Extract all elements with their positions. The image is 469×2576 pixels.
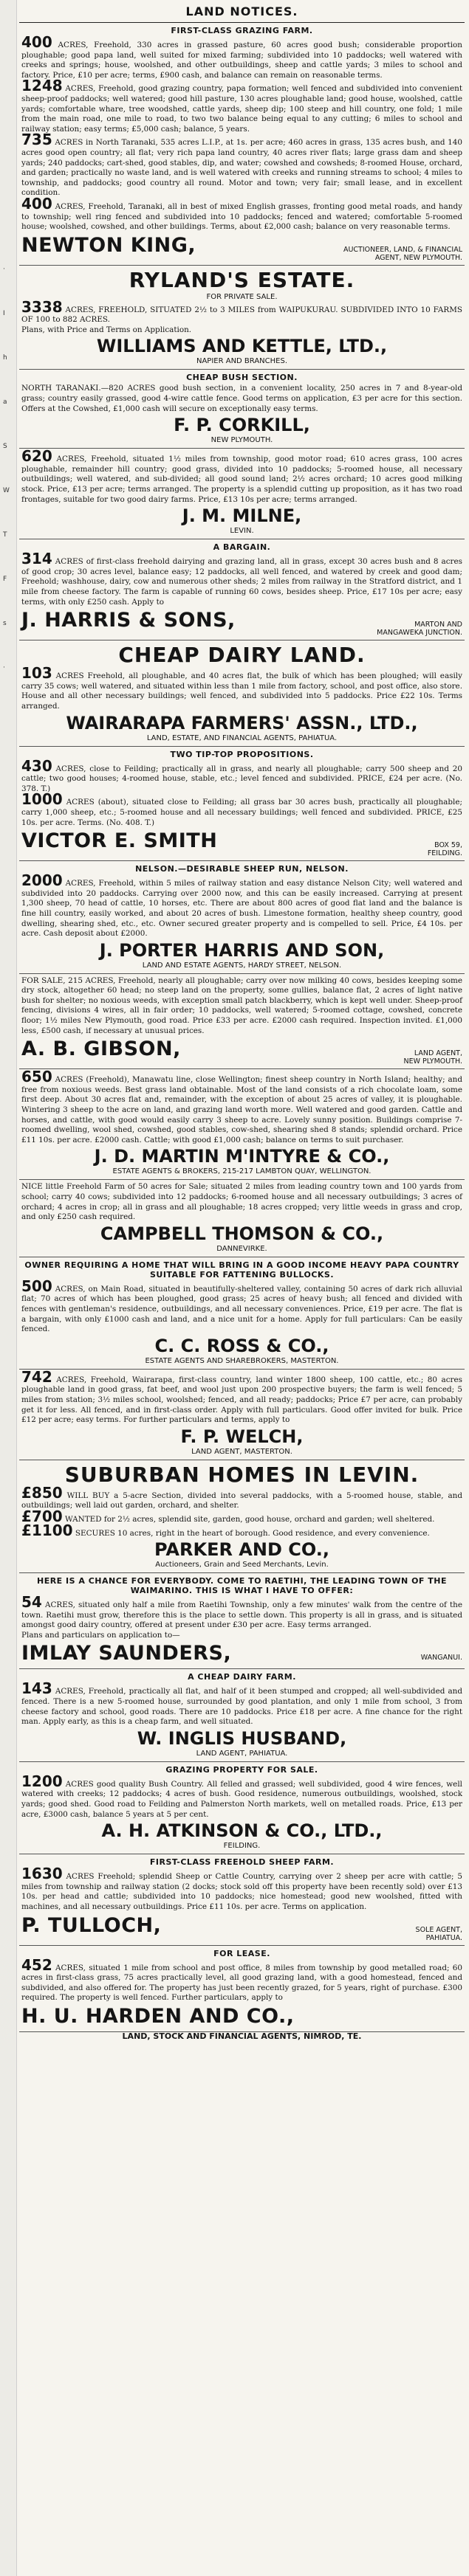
address-line: AGENT, NEW PLYMOUTH. bbox=[374, 253, 462, 262]
agent-name: F. P. WELCH, bbox=[180, 1426, 304, 1447]
gutter-fragment: T bbox=[3, 531, 7, 539]
agent-name: C. C. ROSS & CO., bbox=[154, 1335, 329, 1356]
gutter-fragment: · bbox=[3, 266, 5, 273]
ad-heading: HERE IS A CHANCE FOR EVERYBODY. COME TO RAETIHI, THE LEADING TOWN OF THE WAIMARINO. THIS IS WHAT I HAVE TO OFFER: bbox=[36, 1576, 447, 1596]
agent-address: LAND AND ESTATE AGENTS, HARDY STREET, NELSON. bbox=[142, 961, 342, 970]
ad-heading: TWO TIP-TOP PROPOSITIONS. bbox=[170, 749, 314, 759]
advertisement bbox=[19, 1367, 465, 1460]
agent-name: VICTOR E. SMITH bbox=[21, 829, 218, 853]
paragraph-text: ACRES, Freehold, situated 1½ miles from township, good motor road; 610 acres grass, 100 acres ploughable, remainder hill country; good grass, divided into 10 paddocks; 5-roomed house, all necessary outbuildings; well watered, and sub-divided; all good sound land; 2½ acres orchard; 10 acres good milking stock. Price, £13 per acre; terms arranged. The property is a splendid cutting up proposition, as it has two road frontages, suitable for two good dairy farms. Price, £13 10s per acre; terms arranged. bbox=[21, 455, 462, 504]
acreage-figure: 452 bbox=[21, 1955, 52, 1974]
paragraph-text: ACRES, situated only half a mile from Raetihi Township, only a few minutes' walk from the centre of the town. Raetihi must grow, therefore this is the place to settle down. This property is all in grass, and is situated amongst good dairy country, offered at present under £30 per acre. Easy terms arranged. bbox=[21, 1600, 462, 1630]
paragraph-text: ACRES, on Main Road, situated in beautifully-sheltered valley, containing 50 acres of dark rich alluvial flat; 70 acres of which has been ploughed, good grass; 25 acres of heavy bush; all fenced and divided with fences with gentleman's residence, outbuildings, and all necessary conveniences. Price, £19 per acre. The flat is a bargain, with only £1000 cash and land, and a nice unit for a home. Apply for full particulars: Can be easily fenced. bbox=[21, 1284, 463, 1334]
agent-name: PARKER AND CO., bbox=[154, 1539, 329, 1561]
acreage-figure: 2000 bbox=[21, 871, 63, 890]
agent-address: LAND, ESTATE, AND FINANCIAL AGENTS, PAHIATUA. bbox=[146, 733, 338, 742]
ad-paragraph bbox=[21, 871, 462, 939]
acreage-figure: 1000 bbox=[21, 790, 63, 809]
agent-name: NEWTON KING, bbox=[21, 233, 196, 257]
paragraph-text: ACRES, Freehold, 330 acres in grassed pasture, 60 acres good bush; considerable proportion ploughable; good papa land, well suited for mixed farming; subdivided into 10 paddocks; well watered with creeks and springs; house, woolshed, and other outbuildings, sheep and cattle yards; 3 miles to school and factory. Price, £10 per acre; terms, £900 cash, and balance can remain on reasonable terms. bbox=[21, 41, 462, 80]
agent-name: W. INGLIS HUSBAND, bbox=[137, 1727, 347, 1749]
agent-name: WAIRARAPA FARMERS' ASSN., LTD., bbox=[66, 712, 418, 733]
agent-address bbox=[343, 246, 462, 262]
gutter-fragment: W bbox=[3, 487, 10, 494]
advertisement bbox=[19, 747, 465, 862]
agent-address bbox=[421, 1654, 462, 1662]
address-line: BOX 59, bbox=[434, 841, 462, 850]
agent-signature bbox=[21, 609, 462, 637]
advertisement bbox=[19, 974, 465, 1070]
advertisement bbox=[19, 539, 465, 640]
agent-name: P. TULLOCH, bbox=[21, 1913, 162, 1937]
agent-address: ESTATE AGENTS AND SHAREBROKERS, MASTERTON. bbox=[145, 1356, 339, 1365]
advertisement bbox=[19, 266, 465, 370]
paragraph-text: WILL BUY a 5-acre Section, divided into several paddocks, with a 5-roomed house, stable, and outbuildings; well laid out garden, orchard, and shelter. bbox=[21, 1491, 462, 1510]
ad-heading: CHEAP BUSH SECTION. bbox=[186, 373, 298, 383]
ad-paragraph bbox=[21, 1367, 462, 1426]
paragraph-text: ACRES Freehold, all ploughable, and 40 acres flat, the bulk of which has been ploughed; will easily carry 35 cows; well watered, and situated within less than 1 mile from factory, school, and post office, also store. House and all other necessary buildings; well fenced, and subdivided into 5 paddocks. Price £22 10s. Terms arranged. bbox=[21, 671, 462, 711]
gutter-fragment: s bbox=[3, 620, 7, 627]
agent-name: A. B. GIBSON, bbox=[21, 1037, 181, 1061]
ad-paragraph bbox=[21, 1277, 463, 1335]
acreage-figure: 54 bbox=[21, 1593, 42, 1612]
paragraph-text: ACRES Freehold; splendid Sheep or Cattle Country, carrying over 2 sheep per acre with cattle; 5 miles from township and railway station (2 docks; stock sold off this property have been recently sold) over £13 10s. per head and cattle; subdivided into 10 paddocks; nice homestead; good new woolshed, fitted with machines, and all necessary outbuildings. Price £11 10s. per acre. Terms on application. bbox=[21, 1872, 462, 1911]
acreage-figure: 742 bbox=[21, 1367, 52, 1386]
acreage-figure: 430 bbox=[21, 756, 52, 775]
agent-signature bbox=[21, 234, 462, 262]
address-line: AUCTIONEER, LAND, & FINANCIAL bbox=[343, 245, 462, 254]
adjacent-column-edge bbox=[0, 0, 17, 2576]
footer-line: LAND, STOCK AND FINANCIAL AGENTS, NIMROD, TE. bbox=[122, 2031, 362, 2041]
agent-name: J. PORTER HARRIS AND SON, bbox=[99, 939, 385, 961]
paragraph-text: ACRES, Freehold, Wairarapa, first-class country, land winter 1800 sheep, 100 cattle, etc.; 80 acres ploughable land in good grass, fat beef, and wool just upon 200 prospective buyers; the farm is well fenced; 5 miles from station; 3½ miles school, woolshed; fenced, and all ready; paddocks; Price £7 per acre, can probably get it for less. All fenced, and in first-class order. Apply with full particulars. Good offer invited for bulk. Price £12 per acre; easy terms. For further particulars and terms, apply to bbox=[21, 1375, 462, 1425]
ad-paragraph bbox=[21, 1182, 462, 1222]
acreage-figure: 103 bbox=[21, 664, 52, 683]
ad-subtitle: FOR PRIVATE SALE. bbox=[206, 292, 278, 301]
paragraph-text: ACRES, FREEHOLD, SITUATED 2½ to 3 MILES from WAIPUKURAU. SUBDIVIDED INTO 10 FARMS OF 100 to 882 ACRES. bbox=[21, 305, 462, 325]
address-line: NEW PLYMOUTH. bbox=[403, 1057, 462, 1066]
ad-paragraph bbox=[21, 77, 462, 134]
ad-paragraph bbox=[21, 1593, 462, 1631]
acreage-figure: 314 bbox=[21, 550, 52, 568]
agent-signature bbox=[21, 1642, 462, 1665]
acreage-figure: £700 bbox=[21, 1507, 63, 1525]
agent-signature bbox=[21, 829, 462, 857]
address-line: PAHIATUA. bbox=[425, 1933, 462, 1942]
gutter-fragment: h bbox=[3, 354, 7, 362]
advertisement bbox=[19, 1762, 465, 1854]
agent-address bbox=[403, 1049, 462, 1066]
advertisement bbox=[19, 1573, 465, 1669]
advertisement-list bbox=[19, 23, 465, 2032]
paragraph-text: Plans, with Price and Terms on Application. bbox=[21, 325, 192, 334]
advertisement bbox=[19, 23, 465, 266]
paragraph-text: SECURES 10 acres, right in the heart of borough. Good residence, and every convenience. bbox=[75, 1528, 430, 1538]
agent-name: CAMPBELL THOMSON & CO., bbox=[100, 1223, 384, 1244]
ad-title: CHEAP DAIRY LAND. bbox=[118, 643, 366, 668]
paragraph-text: ACRES (Freehold), Manawatu line, close Wellington; finest sheep country in North Island; healthy; and free from noxious weeds. Best grass land obtainable. Most of the land consists of a rich chocolate loam, some first deep. About 30 acres flat and, remainder, with the exception of about 25 acres of valley, it is ploughable. Wintering 3 sheep to the acre on land, and grazing land worth more. Well watered and good garden. Cattle and horses, and cattle, with good would easily carry 3 sheep to acre. Lovely sunny position. Buildings comprise 7-roomed dwelling, wool shed, cowshed, good stables, cow-shed, shearing shed 8 stands; splendid orchard. Price £11 10s. per acre. £2000 cash. Cattle; with good £1,000 cash; balance on terms to suit purchaser. bbox=[21, 1075, 462, 1144]
agent-address: LEVIN. bbox=[230, 527, 254, 536]
ad-heading: A BARGAIN. bbox=[213, 542, 271, 553]
agent-address bbox=[416, 1926, 462, 1942]
agent-name: IMLAY SAUNDERS, bbox=[21, 1642, 232, 1665]
address-line: FEILDING. bbox=[427, 849, 462, 858]
acreage-figure: 1248 bbox=[21, 77, 63, 95]
acreage-figure: 400 bbox=[21, 33, 52, 51]
ad-paragraph bbox=[21, 790, 462, 828]
acreage-figure: 500 bbox=[21, 1277, 52, 1295]
paragraph-text: NORTH TARANAKI.—820 ACRES good bush section, in a convenient locality, 250 acres in 7 and 8-year-old grass; country easily grassed, good 4-wire cattle fence. Good terms on application, £3 per acre for this section. Offers at the Cowshed, £1,000 cash will secure on exceptionally easy terms. bbox=[21, 384, 462, 413]
gutter-fragment: a bbox=[3, 398, 7, 406]
ad-heading: NELSON.—DESIRABLE SHEEP RUN, NELSON. bbox=[135, 864, 349, 874]
paragraph-text: ACRES, Freehold, good grazing country, papa formation; well fenced and subdivided into convenient sheep-proof paddocks; well watered; good hill pasture, 130 acres ploughable land; good house, woolshed, cattle yards; comfortable whare, tree woodshed, cattle yards, sheep dip; 100 steep and hill country, one fold; 1 mile from the main road, one mile to road, to two two balance being equal to any cutting; 6 miles to school and railway station; easy terms; £5,000 cash; balance, 5 years. bbox=[21, 84, 462, 134]
advertisement bbox=[19, 861, 465, 974]
ad-heading: FOR LEASE. bbox=[213, 1948, 270, 1958]
advertisement bbox=[19, 1460, 465, 1573]
ad-heading: GRAZING PROPERTY FOR SALE. bbox=[165, 1764, 318, 1775]
ad-heading: FIRST-CLASS FREEHOLD SHEEP FARM. bbox=[149, 1857, 335, 1868]
address-line: LAND AGENT, bbox=[414, 1049, 462, 1058]
agent-signature bbox=[21, 1037, 462, 1066]
ad-paragraph bbox=[21, 384, 462, 414]
agent-address: Auctioneers, Grain and Seed Merchants, Levin. bbox=[155, 1561, 329, 1570]
acreage-figure: 143 bbox=[21, 1679, 52, 1698]
paragraph-text: ACRES of first-class freehold dairying and grazing land, all in grass, except 30 acres bush and 8 acres of good crop; 30 acres level, balance easy; 12 paddocks, all well fenced, and watered by creek and good dam; Freehold; washhouse, dairy, cow and numerous other sheds; 2 miles from railway in the Stratford district, and 1 mile from cheese factory. The farm is capable of running 60 cows, besides sheep. Price, £17 10s per acre; easy terms, with only £250 cash. Apply to bbox=[21, 557, 462, 607]
address-line: SOLE AGENT, bbox=[415, 1925, 462, 1934]
ad-paragraph bbox=[21, 756, 462, 795]
address-line: MANGAWEKA JUNCTION. bbox=[377, 629, 462, 638]
acreage-figure: 650 bbox=[21, 1068, 52, 1086]
advertisement bbox=[19, 370, 465, 449]
agent-address bbox=[377, 621, 462, 637]
ad-paragraph bbox=[21, 1631, 462, 1641]
paragraph-text: ACRES, Freehold, Taranaki, all in best of mixed English grasses, fronting good metal roads, and handy to township; well ring fenced and subdivided into 10 paddocks; fenced and watered; comfortable 5-roomed house; woolshed, cowshed, and other buildings. Terms, about £2,000 cash; balance on very reasonable terms. bbox=[21, 201, 462, 232]
land-notices-column bbox=[19, 0, 465, 2576]
ad-paragraph bbox=[21, 1068, 462, 1145]
paragraph-text: NICE little Freehold Farm of 50 acres for Sale; situated 2 miles from leading country town and 100 yards from school; carry 40 cows; subdivided into 12 paddocks; 6-roomed house and all necessary outbuildings; 3 acres of orchard; 4 acres in crop; all in grass and all ploughable; 18 acres cropped; very little weeds in grass and crop, and only £250 cash required. bbox=[21, 1182, 462, 1222]
ad-title: RYLAND'S ESTATE. bbox=[129, 267, 355, 292]
ad-paragraph bbox=[21, 664, 462, 711]
ad-paragraph bbox=[21, 297, 462, 325]
ad-paragraph bbox=[21, 1507, 462, 1525]
advertisement bbox=[19, 1069, 465, 1180]
agent-address: ESTATE AGENTS & BROKERS, 215-217 LAMBTON QUAY, WELLINGTON. bbox=[112, 1167, 372, 1176]
ad-paragraph bbox=[21, 1521, 462, 1539]
advertisement bbox=[19, 640, 465, 746]
agent-name: WILLIAMS AND KETTLE, LTD., bbox=[96, 336, 388, 357]
paragraph-text: Plans and particulars on application to— bbox=[21, 1630, 180, 1640]
agent-signature bbox=[21, 2005, 462, 2028]
ad-paragraph bbox=[21, 33, 462, 80]
agent-name: J. HARRIS & SONS, bbox=[21, 609, 236, 632]
agent-name: J. D. MARTIN M'INTYRE & CO., bbox=[94, 1146, 390, 1167]
paragraph-text: ACRES, situated 1 mile from school and post office, 8 miles from township by good metalled road; 60 acres in first-class grass, 75 acres practically level, all good grazing land, with a good homestead, fenced and subdivided, and also offered for. The property has just been recently grazed, for 5 years, right of purchase. £300 required. The property is well fenced. Further particulars, apply to bbox=[21, 1963, 462, 2003]
ad-paragraph bbox=[21, 1772, 462, 1820]
agent-name: J. M. MILNE, bbox=[182, 505, 302, 527]
address-line: WANGANUI. bbox=[420, 1654, 462, 1662]
ad-paragraph bbox=[21, 976, 462, 1037]
gutter-fragment: I bbox=[3, 310, 5, 317]
ad-paragraph bbox=[21, 1679, 462, 1727]
paragraph-text: ACRES in North Taranaki, 535 acres L.I.P., at 1s. per acre; 460 acres in grass, 135 acres bush, and 140 acres good open country; all flat; very rich papa land country, 40 acres river flats; large grass dam and sheep yards; 240 paddocks; cart-shed, good stables, dip, and water; cowshed and cowsheds; 8-roomed House, orchard, and garden; practically no waste land, and is well watered with creeks and running streams to school; 4 miles to township, and paddocks; good country all round. Motor and town; very fair; small lease, and in excellent condition. bbox=[21, 138, 462, 198]
ad-paragraph bbox=[21, 550, 462, 607]
ad-heading: FIRST-CLASS GRAZING FARM. bbox=[171, 26, 313, 35]
ad-paragraph bbox=[21, 131, 462, 198]
gutter-fragment: · bbox=[3, 664, 5, 671]
ad-paragraph bbox=[21, 1955, 462, 2003]
gutter-fragment: F bbox=[3, 576, 7, 583]
paragraph-text: ACRES good quality Bush Country. All felled and grassed; well subdivided, good 4 wire fences, well watered with creeks; 12 paddocks; 4 acres of bush. Good residence, numerous outbuildings, woolshed, stock yards; good shed. Good road to Feilding and Palmerston North markets, well on metalled roads. Price, £13 per acre, £3000 cash, balance 5 years at 5 per cent. bbox=[21, 1779, 462, 1819]
acreage-figure: 3338 bbox=[21, 297, 63, 316]
agent-name: H. U. HARDEN AND CO., bbox=[21, 2004, 295, 2028]
ad-paragraph bbox=[21, 1483, 462, 1511]
advertisement bbox=[19, 1946, 465, 2032]
acreage-figure: 1630 bbox=[21, 1865, 63, 1883]
paragraph-text: WANTED for 2½ acres, splendid site, garden, good house, orchard and garden; well sheltered. bbox=[64, 1514, 435, 1524]
agent-name: A. H. ATKINSON & CO., LTD., bbox=[101, 1820, 383, 1842]
acreage-figure: 400 bbox=[21, 194, 52, 213]
agent-address: LAND AGENT, PAHIATUA. bbox=[196, 1749, 288, 1758]
advertisement bbox=[19, 1257, 465, 1370]
paragraph-text: ACRES (about), situated close to Feilding; all grass bar 30 acres bush, practically all ploughable; carry 1,000 sheep, etc.; 5-roomed house and all necessary buildings; well fenced and subdivided. PRICE, £25 10s. per acre. Terms. (No. 408. T.) bbox=[21, 798, 462, 827]
agent-address: NAPIER AND BRANCHES. bbox=[196, 357, 288, 366]
gutter-fragment: S bbox=[3, 443, 7, 450]
ad-title: SUBURBAN HOMES IN LEVIN. bbox=[64, 1462, 420, 1487]
ad-paragraph bbox=[21, 447, 462, 505]
agent-signature bbox=[21, 1914, 462, 1942]
advertisement bbox=[19, 1180, 465, 1257]
agent-address: LAND AGENT, MASTERTON. bbox=[191, 1447, 292, 1456]
agent-address: FEILDING. bbox=[223, 1842, 261, 1851]
address-line: MARTON AND bbox=[414, 621, 462, 629]
acreage-figure: 735 bbox=[21, 131, 52, 149]
advertisement bbox=[19, 1669, 465, 1761]
paragraph-text: FOR SALE, 215 ACRES, Freehold, nearly all ploughable; carry over now milking 40 cows, besides keeping some dry stock, altogether 60 head; no steep land on the property, some gullies, balance flat, 2 acres of light native bush for shelter; no noxious weeds, with exception small patch blackberry, which is kept well under. Sheep-proof fencing, divisions 4 wires, all in fair order; 10 paddocks, well watered; 5-roomed cottage, cowshed, concrete floor; 1½ miles New Plymouth, good road. Price £33 per acre. £2000 cash required. Inspection invited. £1,000 less, £500 cash, if necessary at unusual prices. bbox=[21, 976, 462, 1035]
ad-heading: A CHEAP DAIRY FARM. bbox=[188, 1672, 296, 1682]
acreage-figure: 1200 bbox=[21, 1772, 63, 1790]
advertisement bbox=[19, 1854, 465, 1945]
agent-address: NEW PLYMOUTH. bbox=[210, 436, 273, 445]
advertisement bbox=[19, 449, 465, 539]
agent-address: DANNEVIRKE. bbox=[216, 1244, 267, 1253]
column-header: LAND NOTICES. bbox=[19, 0, 465, 23]
ad-paragraph bbox=[21, 194, 462, 232]
agent-name: F. P. CORKILL, bbox=[174, 415, 310, 436]
acreage-figure: £850 bbox=[21, 1483, 63, 1502]
acreage-figure: £1100 bbox=[21, 1521, 73, 1539]
ad-paragraph bbox=[21, 1865, 462, 1912]
ad-paragraph bbox=[21, 325, 462, 336]
paragraph-text: ACRES, Freehold, practically all flat, and half of it been stumped and cropped; all well-subdivided and fenced. There is a new 5-roomed house, surrounded by good plantation, and only 1 mile from school, 3 from cheese factory and school, good roads. There are 10 paddocks. Price £18 per acre. A fine chance for the right man. Apply early, as this is a cheap farm, and well situated. bbox=[21, 1687, 462, 1727]
acreage-figure: 620 bbox=[21, 447, 52, 466]
ad-heading: OWNER REQUIRING A HOME THAT WILL BRING IN A GOOD INCOME HEAVY PAPA COUNTRY SUITABLE FOR FATTENING BULLOCKS. bbox=[24, 1260, 459, 1280]
paragraph-text: ACRES, close to Feilding; practically all in grass, and nearly all ploughable; carry 500 sheep and 20 cattle; two good houses; 4-roomed house, stable, etc.; level fenced and subdivided. PRICE, £24 per acre. (No. 378. T.) bbox=[21, 764, 462, 793]
paragraph-text: ACRES, Freehold, within 5 miles of railway station and easy distance Nelson City; well watered and subdivided into 20 paddocks. Carrying over 2000 now, and this can be easily increased. Carrying at present 1,300 sheep, 70 head of cattle, 10 horses, etc. There are about 800 acres of good flat land and the balance is fine hill country, easily worked, and about 20 acres of bush. Limestone formation, healthy sheep country, good dwelling, shearing shed, etc., etc. Owner secured greater property and is compelled to sell. Price, £4 10s. per acre. Cash deposit about £2000. bbox=[21, 879, 462, 939]
agent-address bbox=[428, 841, 462, 857]
